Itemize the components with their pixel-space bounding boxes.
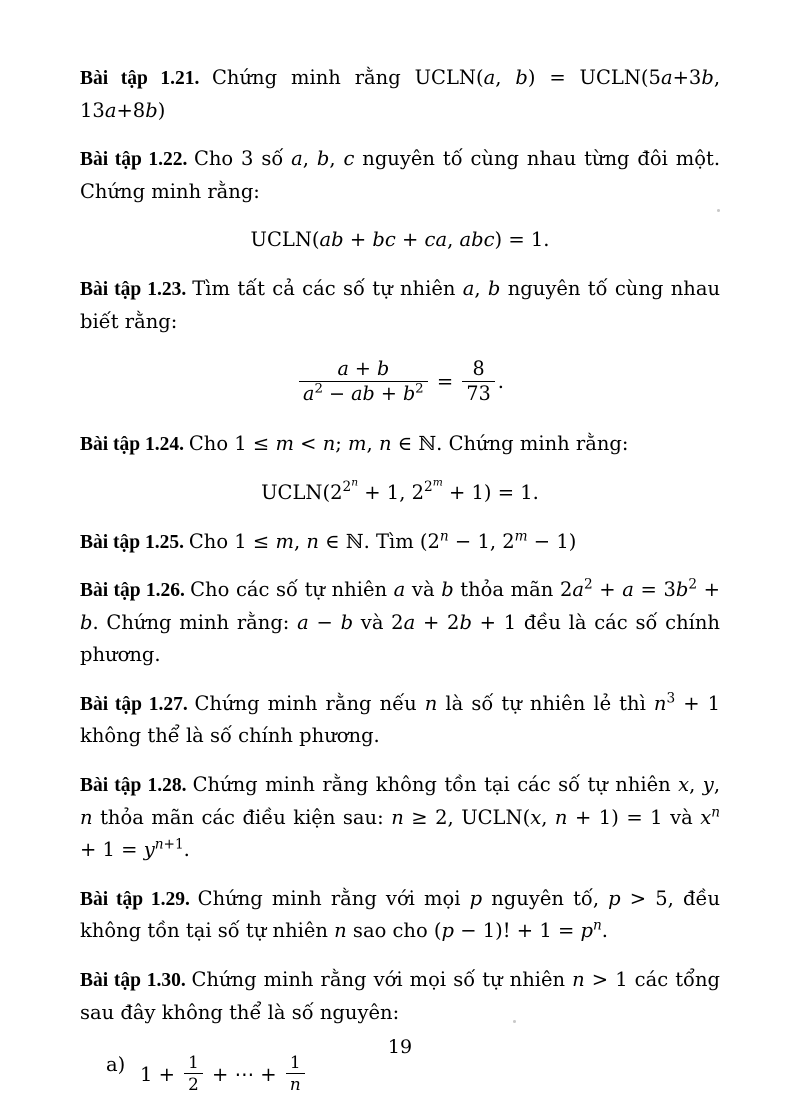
exercise-body: Chứng minh rằng với mọi p nguyên tố, p > 5, đều không tồn tại số tự nhiên n sao cho (p − 1)! + $1 = p^n$.: [80, 886, 720, 943]
exercise-body: Cho các số tự nhiên a và b thỏa mãn $2a^2 + a = 3b^2 + b$. Chứng minh rằng: a − b và 2a + 2b + 1 đều là các số chính phương.: [80, 576, 720, 667]
exercise-1-25: [80, 526, 720, 559]
exercise-label: Bài tập 1.21.: [80, 68, 200, 89]
exercise-1-22: [80, 143, 720, 208]
display-formula-1-23: $\frac{a + b}{a^2 - ab + b^2}$ = $\frac{8}{73}$ .: [80, 358, 720, 406]
exercise-1-21: [80, 62, 720, 127]
exercise-body: Cho 3 số a, b, c nguyên tố cùng nhau từng đôi một. Chứng minh rằng:: [80, 147, 721, 203]
exercise-1-26: [80, 574, 720, 672]
exercise-label: Bài tập 1.24.: [80, 433, 185, 455]
exercise-label: Bài tập 1.30.: [80, 969, 186, 991]
exercise-1-24: [80, 428, 720, 461]
exercise-body: Chứng minh rằng nếu n là số tự nhiên lẻ thì $n^3 + 1$ không thể là số chính phương.: [80, 690, 720, 748]
exercise-label: Bài tập 1.26.: [80, 580, 185, 602]
exercise-body: Chứng minh rằng UCLN(a, b) = UCLN(5a+3b, 13a+8b): [80, 66, 721, 122]
exercise-label: Bài tập 1.28.: [80, 775, 187, 797]
exercise-1-30: [80, 964, 720, 1029]
list-item: [80, 1053, 720, 1095]
exercise-body: Chứng minh rằng không tồn tại các số tự nhiên x, y, n thỏa mãn các điều kiện sau: n ≥ 2, UCLN(x, n + 1) = 1 và $x^n + 1 = y^{n+1}$.: [80, 773, 721, 862]
exercise-body: Cho 1 ≤ m, n ∈ ℕ. Tìm ($2^n - 1$, $2^m - 1$): [188, 528, 577, 553]
exercise-1-23: [80, 273, 720, 338]
display-formula-1-22: UCLN(ab + bc + ca, abc) = 1.: [250, 228, 550, 252]
exercise-1-28: [80, 769, 720, 867]
fraction-right: $\frac{8}{73}$: [462, 358, 494, 406]
exercise-1-29: [80, 883, 720, 948]
exercise-1-27: [80, 688, 720, 753]
list-item-marker: a): [106, 1053, 126, 1077]
fraction-left: $\frac{a + b}{a^2 - ab + b^2}$: [299, 358, 428, 406]
page-speck: [717, 209, 720, 212]
page-number: 19: [387, 1036, 413, 1058]
exercise-body: Tìm tất cả các số tự nhiên a, b nguyên tố cùng nhau biết rằng:: [80, 277, 721, 333]
exercise-label: Bài tập 1.22.: [80, 149, 188, 171]
exercise-label: Bài tập 1.27.: [80, 693, 188, 715]
page-speck: [513, 1020, 516, 1023]
exercise-label: Bài tập 1.23.: [80, 279, 187, 301]
display-formula-1-24: $UCLN(2^{2^n} + 1$, $2^{2^m} + 1) = 1$.: [261, 475, 539, 504]
exercise-label: Bài tập 1.29.: [80, 888, 190, 910]
exercise-body: Chứng minh rằng với mọi số tự nhiên n > 1 các tổng sau đây không thể là số nguyên:: [80, 967, 721, 1024]
list-item-body: 1 + $\frac{1}{2}$ + ⋯ + $\frac{1}{n}$: [140, 1053, 308, 1095]
fraction-one-over-n: $\frac{1}{n}$: [286, 1053, 305, 1095]
fraction-one-half: $\frac{1}{2}$: [184, 1053, 203, 1095]
exercise-label: Bài tập 1.25.: [80, 531, 185, 553]
exercise-body: Cho 1 ≤ m < n; m, n ∈ ℕ. Chứng minh rằng:: [188, 431, 629, 455]
